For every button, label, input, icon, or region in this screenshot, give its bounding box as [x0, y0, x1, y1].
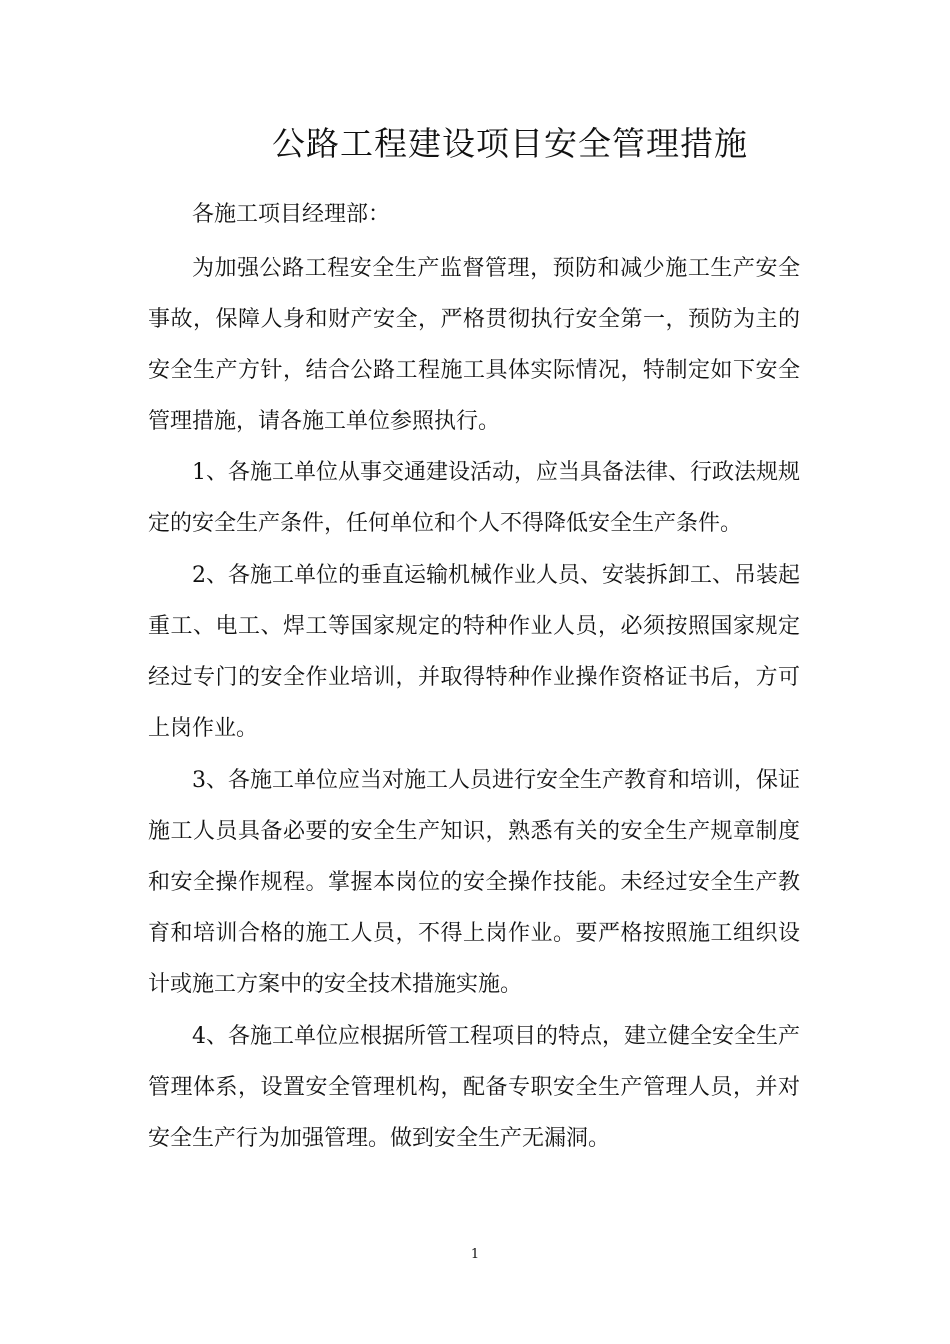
- clause-text: 、各施工单位应根据所管工程项目的特点，建立健全安全生产管理体系，设置安全管理机构，配备专职安全生产管理人员，并对安全生产行为加强管理。做到安全生产无漏洞。: [148, 1024, 801, 1151]
- clause-3: [148, 755, 800, 1010]
- clause-number: 4: [192, 1024, 206, 1049]
- clause-1: [148, 447, 800, 549]
- page-number: 1: [470, 1247, 480, 1262]
- clause-2: [148, 550, 800, 754]
- clause-number: 3: [192, 768, 206, 793]
- clause-text: 、各施工单位的垂直运输机械作业人员、安装拆卸工、吊装起重工、电工、焊工等国家规定的特种作业人员，必须按照国家规定经过专门的安全作业培训，并取得特种作业操作资格证书后，方可上岗作业。: [148, 563, 801, 741]
- clause-number: 1: [192, 460, 206, 485]
- document-title: 公路工程建设项目安全管理措施: [272, 124, 748, 163]
- clause-text: 、各施工单位应当对施工人员进行安全生产教育和培训，保证施工人员具备必要的安全生产知识，熟悉有关的安全生产规章制度和安全操作规程。掌握本岗位的安全操作技能。未经过安全生产教育和培训合格的施工人员，不得上岗作业。要严格按照施工组织设计或施工方案中的安全技术措施实施。: [148, 768, 801, 997]
- intro-paragraph: 为加强公路工程安全生产监督管理，预防和减少施工生产安全事故，保障人身和财产安全，严格贯彻执行安全第一，预防为主的安全生产方针，结合公路工程施工具体实际情况，特制定如下安全管理措施，请各施工单位参照执行。: [148, 256, 800, 434]
- clause-text: 、各施工单位从事交通建设活动，应当具备法律、行政法规规定的安全生产条件，任何单位和个人不得降低安全生产条件。: [148, 460, 801, 536]
- clause-number: 2: [192, 563, 206, 588]
- greeting: 各施工项目经理部：: [192, 202, 391, 227]
- clause-4: [148, 1011, 800, 1164]
